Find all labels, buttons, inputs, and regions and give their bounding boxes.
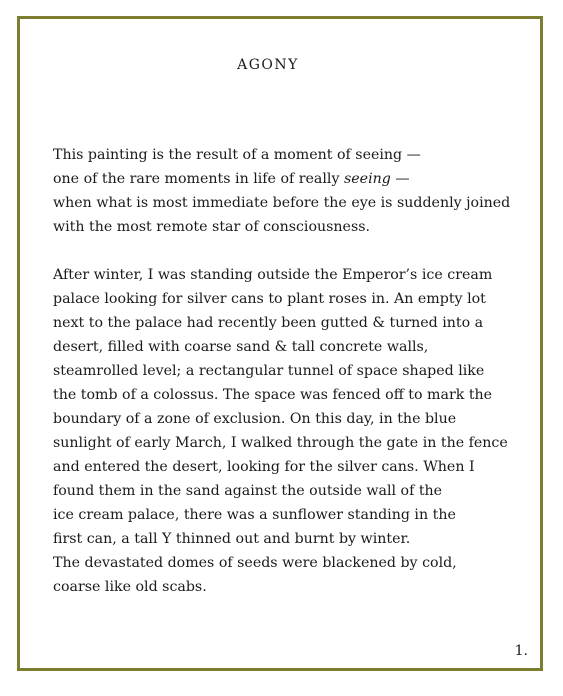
text-line: desert, filled with coarse sand & tall concrete walls, [53,339,429,355]
text-span: one of the rare moments in life of really [53,171,344,187]
text-line: the tomb of a colossus. The space was fenced off to mark the [53,387,493,403]
text-line: first can, a tall Y thinned out and burnt by winter. [53,531,411,547]
emphasized-word: seeing [344,171,391,187]
text-line: and entered the desert, looking for the silver cans. When I [53,459,475,475]
text-line: when what is most immediate before the eye is suddenly joined [53,195,511,211]
text-line: The devastated domes of seeds were blackened by cold, [53,555,457,571]
text-span: — [390,171,410,187]
text-line: After winter, I was standing outside the Emperor’s ice cream [53,267,493,283]
text-line: boundary of a zone of exclusion. On this day, in the blue [53,411,457,427]
text-line [53,170,410,188]
text-line: palace looking for silver cans to plant roses in. An empty lot [53,291,486,307]
text-line: ice cream palace, there was a sunflower standing in the [53,507,456,523]
text-line: with the most remote star of consciousness. [53,219,371,235]
page-title: AGONY [237,57,299,73]
text-line: found them in the sand against the outside wall of the [53,483,443,499]
text-line: next to the palace had recently been gutted & turned into a [53,315,484,331]
text-line: coarse like old scabs. [53,579,207,595]
text-line: steamrolled level; a rectangular tunnel of space shaped like [53,363,485,379]
text-line: This painting is the result of a moment of seeing — [53,147,421,163]
page-number: 1. [514,643,528,659]
text-line: sunlight of early March, I walked through the gate in the fence [53,435,508,451]
